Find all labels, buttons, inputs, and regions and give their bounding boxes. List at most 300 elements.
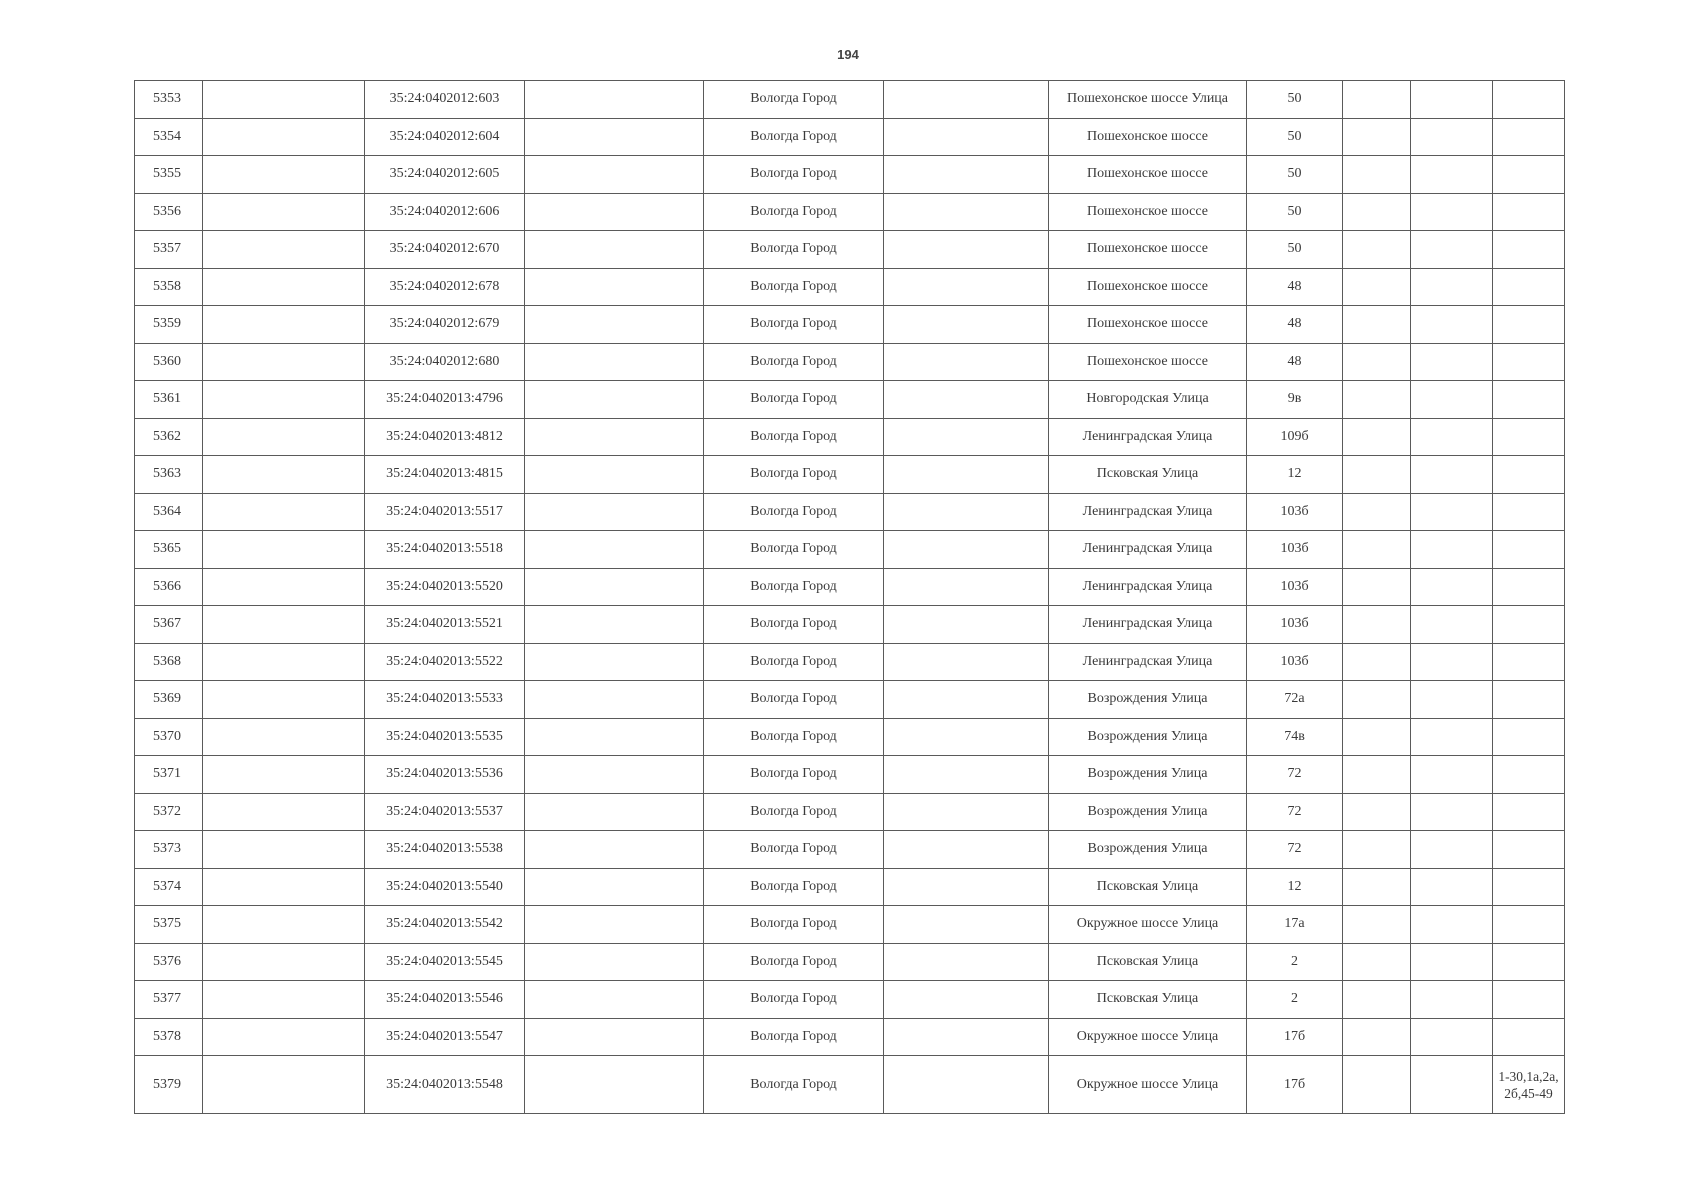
empty-cell <box>203 943 365 981</box>
empty-cell <box>884 681 1049 719</box>
apartments-cell <box>1493 231 1565 269</box>
empty-cell <box>1343 156 1411 194</box>
table-row <box>135 643 1565 681</box>
street-cell: Ленинградская Улица <box>1049 418 1247 456</box>
empty-cell <box>1343 456 1411 494</box>
house-number-cell: 72 <box>1247 756 1343 794</box>
house-number-cell: 103б <box>1247 531 1343 569</box>
apartments-cell <box>1493 943 1565 981</box>
empty-cell <box>525 118 704 156</box>
empty-cell <box>884 756 1049 794</box>
house-number-cell: 17б <box>1247 1018 1343 1056</box>
cadastral-number-cell: 35:24:0402012:605 <box>365 156 525 194</box>
empty-cell <box>1411 456 1493 494</box>
house-number-cell: 50 <box>1247 118 1343 156</box>
empty-cell <box>1343 493 1411 531</box>
city-cell: Вологда Город <box>704 718 884 756</box>
street-cell: Псковская Улица <box>1049 981 1247 1019</box>
city-cell: Вологда Город <box>704 868 884 906</box>
house-number-cell: 103б <box>1247 643 1343 681</box>
city-cell: Вологда Город <box>704 156 884 194</box>
row-number-cell: 5363 <box>135 456 203 494</box>
house-number-cell: 48 <box>1247 268 1343 306</box>
row-number-cell: 5366 <box>135 568 203 606</box>
house-number-cell: 72 <box>1247 793 1343 831</box>
empty-cell <box>1411 306 1493 344</box>
house-number-cell: 12 <box>1247 456 1343 494</box>
cadastral-number-cell: 35:24:0402013:5545 <box>365 943 525 981</box>
empty-cell <box>525 343 704 381</box>
empty-cell <box>525 81 704 119</box>
empty-cell <box>525 868 704 906</box>
row-number-cell: 5368 <box>135 643 203 681</box>
house-number-cell: 2 <box>1247 943 1343 981</box>
empty-cell <box>884 81 1049 119</box>
cadastral-number-cell: 35:24:0402013:5517 <box>365 493 525 531</box>
empty-cell <box>203 81 365 119</box>
empty-cell <box>525 1056 704 1114</box>
empty-cell <box>525 643 704 681</box>
empty-cell <box>525 606 704 644</box>
house-number-cell: 72а <box>1247 681 1343 719</box>
empty-cell <box>203 193 365 231</box>
empty-cell <box>525 793 704 831</box>
empty-cell <box>1343 81 1411 119</box>
house-number-cell: 109б <box>1247 418 1343 456</box>
row-number-cell: 5365 <box>135 531 203 569</box>
empty-cell <box>1411 193 1493 231</box>
row-number-cell: 5354 <box>135 118 203 156</box>
empty-cell <box>203 418 365 456</box>
empty-cell <box>884 343 1049 381</box>
row-number-cell: 5361 <box>135 381 203 419</box>
house-number-cell: 48 <box>1247 306 1343 344</box>
apartments-cell <box>1493 831 1565 869</box>
cadastral-number-cell: 35:24:0402013:5540 <box>365 868 525 906</box>
row-number-cell: 5367 <box>135 606 203 644</box>
table-row <box>135 718 1565 756</box>
street-cell: Ленинградская Улица <box>1049 531 1247 569</box>
empty-cell <box>203 268 365 306</box>
street-cell: Возрождения Улица <box>1049 831 1247 869</box>
table-row <box>135 268 1565 306</box>
empty-cell <box>525 306 704 344</box>
city-cell: Вологда Город <box>704 306 884 344</box>
row-number-cell: 5364 <box>135 493 203 531</box>
empty-cell <box>525 981 704 1019</box>
apartments-cell <box>1493 81 1565 119</box>
empty-cell <box>525 718 704 756</box>
row-number-cell: 5376 <box>135 943 203 981</box>
empty-cell <box>1411 268 1493 306</box>
city-cell: Вологда Город <box>704 381 884 419</box>
street-cell: Пошехонское шоссе <box>1049 306 1247 344</box>
house-number-cell: 103б <box>1247 606 1343 644</box>
empty-cell <box>1411 156 1493 194</box>
cadastral-number-cell: 35:24:0402013:5518 <box>365 531 525 569</box>
apartments-cell <box>1493 456 1565 494</box>
street-cell: Возрождения Улица <box>1049 681 1247 719</box>
empty-cell <box>1343 1018 1411 1056</box>
city-cell: Вологда Город <box>704 118 884 156</box>
empty-cell <box>1343 831 1411 869</box>
empty-cell <box>884 493 1049 531</box>
empty-cell <box>525 193 704 231</box>
cadastral-number-cell: 35:24:0402013:5536 <box>365 756 525 794</box>
empty-cell <box>884 793 1049 831</box>
cadastral-number-cell: 35:24:0402012:670 <box>365 231 525 269</box>
empty-cell <box>1411 756 1493 794</box>
apartments-cell <box>1493 643 1565 681</box>
table-row <box>135 943 1565 981</box>
row-number-cell: 5362 <box>135 418 203 456</box>
table-row <box>135 868 1565 906</box>
table-row <box>135 756 1565 794</box>
empty-cell <box>525 531 704 569</box>
table-row <box>135 118 1565 156</box>
empty-cell <box>1411 606 1493 644</box>
city-cell: Вологда Город <box>704 531 884 569</box>
empty-cell <box>1343 231 1411 269</box>
empty-cell <box>884 981 1049 1019</box>
table-row <box>135 306 1565 344</box>
empty-cell <box>203 493 365 531</box>
street-cell: Возрождения Улица <box>1049 718 1247 756</box>
empty-cell <box>884 193 1049 231</box>
empty-cell <box>1343 118 1411 156</box>
empty-cell <box>884 306 1049 344</box>
empty-cell <box>203 606 365 644</box>
empty-cell <box>884 1018 1049 1056</box>
empty-cell <box>1343 381 1411 419</box>
cadastral-number-cell: 35:24:0402013:4796 <box>365 381 525 419</box>
table-row <box>135 606 1565 644</box>
house-number-cell: 72 <box>1247 831 1343 869</box>
cadastral-number-cell: 35:24:0402012:604 <box>365 118 525 156</box>
empty-cell <box>884 906 1049 944</box>
street-cell: Пошехонское шоссе Улица <box>1049 81 1247 119</box>
city-cell: Вологда Город <box>704 1056 884 1114</box>
city-cell: Вологда Город <box>704 793 884 831</box>
table-row <box>135 231 1565 269</box>
empty-cell <box>884 718 1049 756</box>
house-number-cell: 74в <box>1247 718 1343 756</box>
house-number-cell: 2 <box>1247 981 1343 1019</box>
empty-cell <box>1411 868 1493 906</box>
table-row <box>135 981 1565 1019</box>
apartments-cell <box>1493 118 1565 156</box>
street-cell: Псковская Улица <box>1049 943 1247 981</box>
row-number-cell: 5375 <box>135 906 203 944</box>
empty-cell <box>1411 418 1493 456</box>
empty-cell <box>1343 531 1411 569</box>
empty-cell <box>203 231 365 269</box>
house-number-cell: 103б <box>1247 568 1343 606</box>
row-number-cell: 5379 <box>135 1056 203 1114</box>
empty-cell <box>525 456 704 494</box>
empty-cell <box>525 268 704 306</box>
empty-cell <box>884 606 1049 644</box>
empty-cell <box>1411 943 1493 981</box>
empty-cell <box>1411 718 1493 756</box>
empty-cell <box>1411 1018 1493 1056</box>
empty-cell <box>1411 81 1493 119</box>
table-row <box>135 1018 1565 1056</box>
empty-cell <box>1343 906 1411 944</box>
cadastral-number-cell: 35:24:0402012:603 <box>365 81 525 119</box>
empty-cell <box>1343 793 1411 831</box>
row-number-cell: 5374 <box>135 868 203 906</box>
house-number-cell: 17а <box>1247 906 1343 944</box>
row-number-cell: 5378 <box>135 1018 203 1056</box>
empty-cell <box>203 643 365 681</box>
row-number-cell: 5373 <box>135 831 203 869</box>
cadastral-number-cell: 35:24:0402012:679 <box>365 306 525 344</box>
empty-cell <box>884 1056 1049 1114</box>
row-number-cell: 5353 <box>135 81 203 119</box>
city-cell: Вологда Город <box>704 418 884 456</box>
street-cell: Новгородская Улица <box>1049 381 1247 419</box>
table-row <box>135 343 1565 381</box>
cadastral-number-cell: 35:24:0402013:5533 <box>365 681 525 719</box>
empty-cell <box>1343 756 1411 794</box>
apartments-cell <box>1493 756 1565 794</box>
empty-cell <box>203 531 365 569</box>
street-cell: Окружное шоссе Улица <box>1049 1056 1247 1114</box>
street-cell: Псковская Улица <box>1049 456 1247 494</box>
city-cell: Вологда Город <box>704 231 884 269</box>
street-cell: Ленинградская Улица <box>1049 493 1247 531</box>
empty-cell <box>884 381 1049 419</box>
street-cell: Ленинградская Улица <box>1049 606 1247 644</box>
empty-cell <box>884 568 1049 606</box>
empty-cell <box>1343 681 1411 719</box>
empty-cell <box>203 343 365 381</box>
empty-cell <box>1411 643 1493 681</box>
empty-cell <box>1343 193 1411 231</box>
empty-cell <box>203 718 365 756</box>
empty-cell <box>1411 531 1493 569</box>
row-number-cell: 5371 <box>135 756 203 794</box>
empty-cell <box>884 943 1049 981</box>
empty-cell <box>884 531 1049 569</box>
city-cell: Вологда Город <box>704 756 884 794</box>
empty-cell <box>525 1018 704 1056</box>
empty-cell <box>1343 643 1411 681</box>
empty-cell <box>203 831 365 869</box>
table-row <box>135 531 1565 569</box>
empty-cell <box>884 868 1049 906</box>
row-number-cell: 5370 <box>135 718 203 756</box>
table-row <box>135 418 1565 456</box>
row-number-cell: 5357 <box>135 231 203 269</box>
apartments-cell <box>1493 268 1565 306</box>
city-cell: Вологда Город <box>704 981 884 1019</box>
apartments-cell <box>1493 981 1565 1019</box>
row-number-cell: 5369 <box>135 681 203 719</box>
empty-cell <box>1411 343 1493 381</box>
empty-cell <box>884 118 1049 156</box>
empty-cell <box>1411 793 1493 831</box>
street-cell: Пошехонское шоссе <box>1049 343 1247 381</box>
cadastral-number-cell: 35:24:0402013:5547 <box>365 1018 525 1056</box>
house-number-cell: 50 <box>1247 81 1343 119</box>
house-number-cell: 12 <box>1247 868 1343 906</box>
apartments-cell <box>1493 1018 1565 1056</box>
cadastral-number-cell: 35:24:0402012:680 <box>365 343 525 381</box>
empty-cell <box>884 156 1049 194</box>
apartments-cell <box>1493 156 1565 194</box>
cadastral-number-cell: 35:24:0402013:5520 <box>365 568 525 606</box>
city-cell: Вологда Город <box>704 681 884 719</box>
apartments-cell <box>1493 493 1565 531</box>
empty-cell <box>203 793 365 831</box>
house-number-cell: 17б <box>1247 1056 1343 1114</box>
city-cell: Вологда Город <box>704 906 884 944</box>
house-number-cell: 48 <box>1247 343 1343 381</box>
street-cell: Пошехонское шоссе <box>1049 118 1247 156</box>
city-cell: Вологда Город <box>704 643 884 681</box>
row-number-cell: 5355 <box>135 156 203 194</box>
empty-cell <box>1411 568 1493 606</box>
empty-cell <box>1411 981 1493 1019</box>
city-cell: Вологда Город <box>704 493 884 531</box>
apartments-cell <box>1493 568 1565 606</box>
empty-cell <box>525 493 704 531</box>
city-cell: Вологда Город <box>704 943 884 981</box>
street-cell: Пошехонское шоссе <box>1049 268 1247 306</box>
street-cell: Окружное шоссе Улица <box>1049 906 1247 944</box>
empty-cell <box>203 381 365 419</box>
empty-cell <box>203 868 365 906</box>
apartments-cell <box>1493 343 1565 381</box>
table-row <box>135 568 1565 606</box>
empty-cell <box>884 231 1049 269</box>
house-number-cell: 50 <box>1247 156 1343 194</box>
city-cell: Вологда Город <box>704 193 884 231</box>
table-row <box>135 793 1565 831</box>
row-number-cell: 5358 <box>135 268 203 306</box>
apartments-cell <box>1493 606 1565 644</box>
city-cell: Вологда Город <box>704 1018 884 1056</box>
empty-cell <box>203 456 365 494</box>
row-number-cell: 5360 <box>135 343 203 381</box>
apartments-cell <box>1493 418 1565 456</box>
empty-cell <box>203 756 365 794</box>
empty-cell <box>525 943 704 981</box>
row-number-cell: 5359 <box>135 306 203 344</box>
empty-cell <box>525 381 704 419</box>
table-body <box>135 81 1565 1114</box>
empty-cell <box>1343 418 1411 456</box>
table-row <box>135 681 1565 719</box>
empty-cell <box>1343 1056 1411 1114</box>
street-cell: Пошехонское шоссе <box>1049 231 1247 269</box>
empty-cell <box>525 831 704 869</box>
house-number-cell: 50 <box>1247 231 1343 269</box>
empty-cell <box>203 156 365 194</box>
city-cell: Вологда Город <box>704 268 884 306</box>
apartments-cell <box>1493 531 1565 569</box>
empty-cell <box>1411 493 1493 531</box>
cadastral-number-cell: 35:24:0402013:5521 <box>365 606 525 644</box>
apartments-cell <box>1493 906 1565 944</box>
cadastral-number-cell: 35:24:0402013:4812 <box>365 418 525 456</box>
cadastral-number-cell: 35:24:0402013:5522 <box>365 643 525 681</box>
empty-cell <box>203 906 365 944</box>
empty-cell <box>1343 268 1411 306</box>
empty-cell <box>1343 943 1411 981</box>
row-number-cell: 5372 <box>135 793 203 831</box>
apartments-cell <box>1493 306 1565 344</box>
apartments-cell <box>1493 793 1565 831</box>
street-cell: Пошехонское шоссе <box>1049 193 1247 231</box>
empty-cell <box>1411 681 1493 719</box>
street-cell: Псковская Улица <box>1049 868 1247 906</box>
empty-cell <box>203 306 365 344</box>
table-row <box>135 456 1565 494</box>
empty-cell <box>1343 718 1411 756</box>
city-cell: Вологда Город <box>704 456 884 494</box>
house-number-cell: 103б <box>1247 493 1343 531</box>
apartments-cell: 1-30,1а,2а, 2б,45-49 <box>1493 1056 1565 1114</box>
street-cell: Ленинградская Улица <box>1049 643 1247 681</box>
row-number-cell: 5377 <box>135 981 203 1019</box>
empty-cell <box>884 418 1049 456</box>
empty-cell <box>525 906 704 944</box>
empty-cell <box>884 456 1049 494</box>
empty-cell <box>203 1056 365 1114</box>
table-row <box>135 1056 1565 1114</box>
cadastral-number-cell: 35:24:0402013:5542 <box>365 906 525 944</box>
empty-cell <box>525 568 704 606</box>
empty-cell <box>1411 831 1493 869</box>
empty-cell <box>525 681 704 719</box>
empty-cell <box>1411 381 1493 419</box>
city-cell: Вологда Город <box>704 606 884 644</box>
empty-cell <box>203 118 365 156</box>
city-cell: Вологда Город <box>704 568 884 606</box>
empty-cell <box>203 568 365 606</box>
page-number: 194 <box>837 47 859 62</box>
empty-cell <box>884 643 1049 681</box>
empty-cell <box>525 756 704 794</box>
empty-cell <box>884 831 1049 869</box>
street-cell: Возрождения Улица <box>1049 756 1247 794</box>
cadastral-number-cell: 35:24:0402013:4815 <box>365 456 525 494</box>
apartments-cell <box>1493 681 1565 719</box>
cadastral-number-cell: 35:24:0402013:5538 <box>365 831 525 869</box>
apartments-cell <box>1493 381 1565 419</box>
table-row <box>135 81 1565 119</box>
city-cell: Вологда Город <box>704 81 884 119</box>
cadastral-number-cell: 35:24:0402013:5548 <box>365 1056 525 1114</box>
empty-cell <box>525 418 704 456</box>
table-row <box>135 381 1565 419</box>
table-row <box>135 906 1565 944</box>
cadastral-number-cell: 35:24:0402012:678 <box>365 268 525 306</box>
empty-cell <box>1343 981 1411 1019</box>
cadastral-number-cell: 35:24:0402012:606 <box>365 193 525 231</box>
house-number-cell: 50 <box>1247 193 1343 231</box>
empty-cell <box>525 231 704 269</box>
empty-cell <box>525 156 704 194</box>
empty-cell <box>203 1018 365 1056</box>
cadastral-number-cell: 35:24:0402013:5546 <box>365 981 525 1019</box>
table-row <box>135 156 1565 194</box>
apartments-cell <box>1493 868 1565 906</box>
empty-cell <box>203 981 365 1019</box>
